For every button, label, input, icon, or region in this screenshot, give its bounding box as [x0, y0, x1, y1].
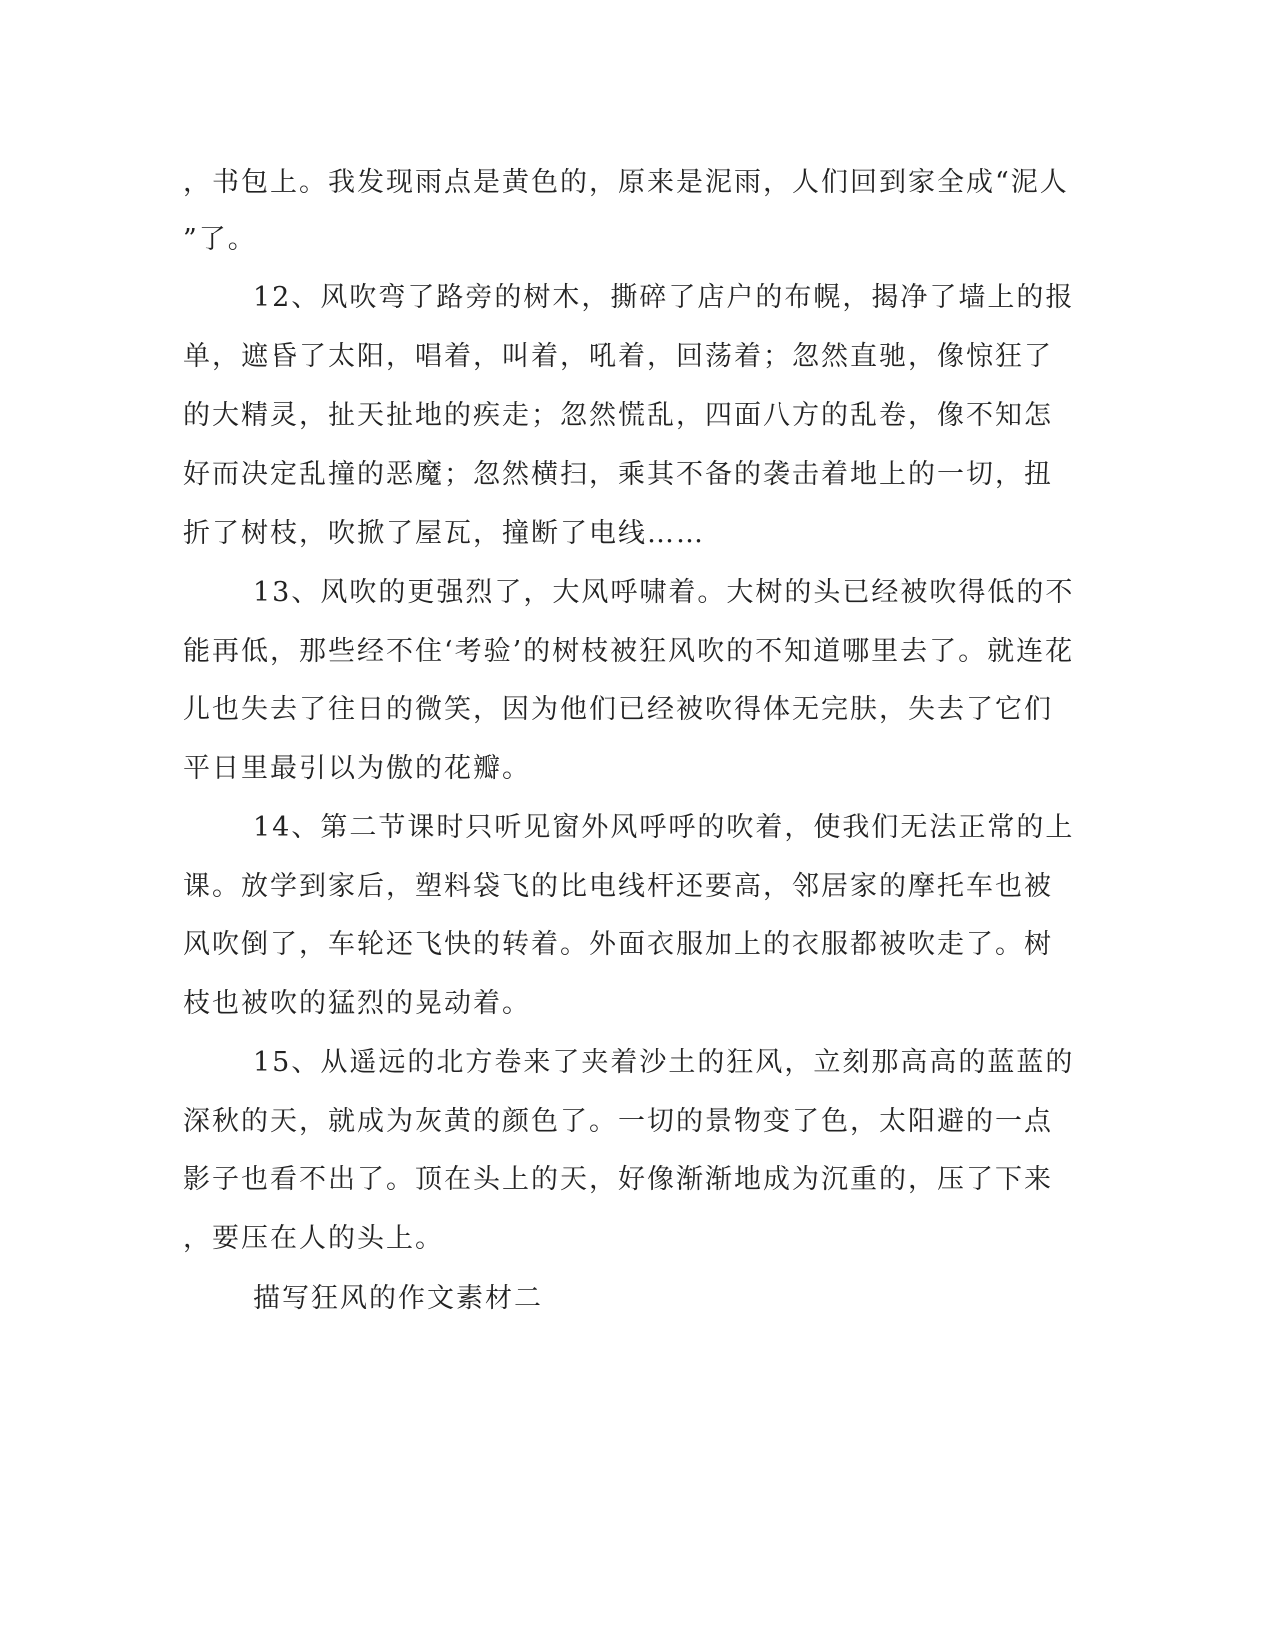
text-line: 深秋的天，就成为灰黄的颜色了。一切的景物变了色，太阳避的一点 [183, 1106, 1053, 1137]
text-line: 风吹倒了，车轮还飞快的转着。外面衣服加上的衣服都被吹走了。树 [183, 929, 1053, 960]
text-line: 影子也看不出了。顶在头上的天，好像渐渐地成为沉重的，压了下来 [183, 1164, 1053, 1195]
text-line: ”了。 [183, 224, 257, 255]
text-line: 儿也失去了往日的微笑，因为他们已经被吹得体无完肤，失去了它们 [183, 694, 1053, 725]
paragraph-15-start: 15、从遥远的北方卷来了夹着沙土的狂风，立刻那高高的蓝蓝的 [253, 1047, 1075, 1078]
text-line: 折了树枝，吹掀了屋瓦，撞断了电线…… [183, 518, 705, 549]
text-line: ，书包上。我发现雨点是黄色的，原来是泥雨，人们回到家全成“泥人 [183, 167, 1069, 198]
text-line: ，要压在人的头上。 [183, 1223, 444, 1254]
text-line: 单，遮昏了太阳，唱着，叫着，吼着，回荡着；忽然直驰，像惊狂了 [183, 341, 1053, 372]
text-line: 能再低，那些经不住‘考验’的树枝被狂风吹的不知道哪里去了。就连花 [183, 636, 1075, 667]
text-line: 枝也被吹的猛烈的晃动着。 [183, 988, 531, 1019]
text-line: 的大精灵，扯天扯地的疾走；忽然慌乱，四面八方的乱卷，像不知怎 [183, 400, 1053, 431]
paragraph-14-start: 14、第二节课时只听见窗外风呼呼的吹着，使我们无法正常的上 [253, 812, 1075, 843]
section-heading: 描写狂风的作文素材二 [253, 1283, 543, 1314]
paragraph-12-start: 12、风吹弯了路旁的树木，撕碎了店户的布幌，揭净了墙上的报 [253, 282, 1075, 313]
text-line: 课。放学到家后，塑料袋飞的比电线杆还要高，邻居家的摩托车也被 [183, 871, 1053, 902]
text-line: 平日里最引以为傲的花瓣。 [183, 753, 531, 784]
text-line: 好而决定乱撞的恶魔；忽然横扫，乘其不备的袭击着地上的一切，扭 [183, 459, 1053, 490]
paragraph-13-start: 13、风吹的更强烈了，大风呼啸着。大树的头已经被吹得低的不 [253, 577, 1075, 608]
